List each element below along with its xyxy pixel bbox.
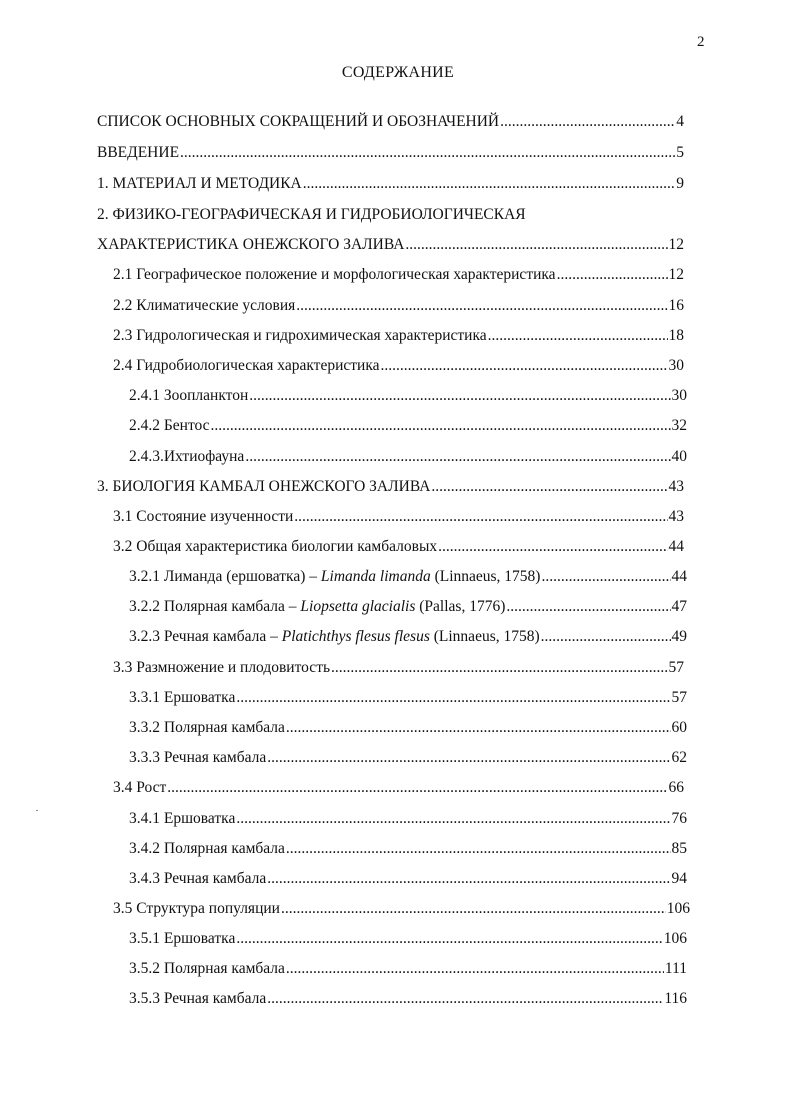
toc-entry-page: 30 bbox=[668, 357, 684, 374]
species-author: (Pallas, 1776) bbox=[415, 598, 506, 615]
toc-entry-title bbox=[129, 567, 540, 587]
toc-entry[interactable] bbox=[97, 235, 684, 255]
toc-entry-title-text: 3.2.3 Речная камбала – bbox=[129, 628, 282, 645]
toc-entry-title: 3.5.1 Ершоватка bbox=[129, 930, 236, 947]
toc-entry[interactable] bbox=[113, 296, 684, 316]
toc-entry-title: 3.3 Размножение и плодовитость bbox=[113, 659, 331, 676]
toc-entry[interactable] bbox=[129, 447, 687, 467]
toc-entry-title: 1. МАТЕРИАЛ И МЕТОДИКА bbox=[97, 175, 302, 192]
dot-leader bbox=[500, 112, 675, 132]
toc-entry-page: 66 bbox=[668, 779, 684, 796]
toc-entry-title bbox=[129, 627, 540, 647]
toc-entry-page: 44 bbox=[668, 538, 684, 555]
toc-entry-title-text: 3.2.1 Лиманда (ершоватка) – bbox=[129, 568, 321, 585]
toc-entry-page: 111 bbox=[664, 960, 687, 977]
toc-entry[interactable] bbox=[113, 778, 684, 798]
dot-leader bbox=[267, 748, 670, 768]
species-name: Limanda limanda bbox=[320, 568, 431, 585]
toc-entry-title: 3.1 Состояние изученности bbox=[113, 508, 294, 525]
dot-leader bbox=[431, 477, 667, 497]
toc-entry[interactable] bbox=[113, 658, 684, 678]
toc-entry[interactable] bbox=[97, 477, 684, 497]
toc-entry[interactable] bbox=[97, 112, 684, 132]
toc-entry[interactable] bbox=[129, 869, 687, 889]
toc-entry-title bbox=[129, 597, 505, 617]
toc-entry[interactable] bbox=[97, 143, 684, 163]
toc-entry-page: 47 bbox=[671, 598, 687, 615]
toc-entry[interactable] bbox=[129, 809, 687, 829]
dot-leader bbox=[405, 235, 667, 255]
species-name: Platichthys flesus flesus bbox=[281, 628, 430, 645]
toc-entry-title: ВВЕДЕНИЕ bbox=[97, 144, 180, 161]
toc-title: СОДЕРЖАНИЕ bbox=[341, 64, 455, 81]
toc-entry-page: 43 bbox=[668, 508, 684, 525]
toc-entry-page: 62 bbox=[671, 749, 687, 766]
toc-entry[interactable] bbox=[129, 567, 687, 587]
toc-entry-title: 2.4.1 Зоопланктон bbox=[129, 387, 249, 404]
toc-entry[interactable] bbox=[113, 899, 690, 919]
dot-leader bbox=[381, 356, 668, 376]
toc-entry-page: 49 bbox=[671, 628, 687, 645]
toc-entry[interactable] bbox=[129, 929, 687, 949]
toc-entry[interactable] bbox=[97, 174, 684, 194]
toc-entry-page: 44 bbox=[671, 568, 687, 585]
toc-entry-title: 2.3 Гидрологическая и гидрохимическая характеристика bbox=[113, 327, 487, 344]
dot-leader bbox=[506, 597, 670, 617]
dot-leader bbox=[167, 778, 667, 798]
toc-entry-page: 5 bbox=[676, 144, 684, 161]
toc-entry-page: 76 bbox=[671, 810, 687, 827]
toc-entry[interactable] bbox=[129, 597, 687, 617]
toc-entry-title: 3.4.3 Речная камбала bbox=[129, 870, 267, 887]
toc-entry[interactable] bbox=[129, 959, 687, 979]
toc-entry[interactable] bbox=[113, 507, 684, 527]
toc-entry-page: 94 bbox=[671, 870, 687, 887]
dot-leader bbox=[236, 688, 670, 708]
toc-entry-page: 9 bbox=[676, 175, 684, 192]
dot-leader bbox=[488, 326, 668, 346]
page-number: 2 bbox=[697, 34, 705, 50]
toc-entry-title: 3.4.2 Полярная камбала bbox=[129, 840, 285, 857]
toc-entry-page: 16 bbox=[668, 297, 684, 314]
toc-entry[interactable] bbox=[129, 627, 687, 647]
dot-leader bbox=[236, 929, 662, 949]
scan-speck bbox=[36, 810, 38, 811]
toc-entry[interactable] bbox=[129, 688, 687, 708]
toc-entry-page: 32 bbox=[671, 417, 687, 434]
toc-entry[interactable] bbox=[129, 748, 687, 768]
toc-entry-page: 116 bbox=[664, 990, 687, 1007]
dot-leader bbox=[286, 959, 664, 979]
toc-entry-title: 3.3.3 Речная камбала bbox=[129, 749, 267, 766]
dot-leader bbox=[286, 718, 671, 738]
toc-entry[interactable] bbox=[129, 416, 687, 436]
dot-leader bbox=[541, 627, 671, 647]
toc-entry[interactable] bbox=[129, 839, 687, 859]
toc-entry[interactable] bbox=[129, 718, 687, 738]
toc-entry-title: 2.2 Климатические условия bbox=[113, 297, 296, 314]
toc-entry-page: 4 bbox=[676, 113, 684, 130]
toc-entry-title: ХАРАКТЕРИСТИКА ОНЕЖСКОГО ЗАЛИВА bbox=[97, 236, 405, 253]
toc-entry-title: 2.4.2 Бентос bbox=[129, 417, 210, 434]
dot-leader bbox=[180, 143, 675, 163]
toc-entry-page: 106 bbox=[663, 930, 687, 947]
toc-entry-page: 43 bbox=[668, 478, 684, 495]
dot-leader bbox=[438, 537, 667, 557]
dot-leader bbox=[541, 567, 670, 587]
dot-leader bbox=[267, 989, 663, 1009]
toc-entry-title: 2.4.3.Ихтиофауна bbox=[129, 448, 245, 465]
toc-entry-page: 106 bbox=[666, 900, 690, 917]
toc-entry-page: 57 bbox=[671, 689, 687, 706]
species-author: (Linnaeus, 1758) bbox=[430, 568, 541, 585]
toc-entry[interactable] bbox=[113, 537, 684, 557]
toc-entry-title: 3.5.2 Полярная камбала bbox=[129, 960, 285, 977]
toc-entry-title: СПИСОК ОСНОВНЫХ СОКРАЩЕНИЙ И ОБОЗНАЧЕНИЙ bbox=[97, 113, 500, 130]
dot-leader bbox=[236, 809, 670, 829]
toc-entry-title: 3.3.2 Полярная камбала bbox=[129, 719, 285, 736]
toc-entry-title-text: 3.2.2 Полярная камбала – bbox=[129, 598, 301, 615]
dot-leader bbox=[267, 869, 670, 889]
toc-entry-title: 2.1 Географическое положение и морфологическая характеристика bbox=[113, 266, 556, 283]
dot-leader bbox=[303, 174, 676, 194]
toc-entry-page: 30 bbox=[671, 387, 687, 404]
toc-entry[interactable] bbox=[129, 386, 687, 406]
toc-entry-title-line1[interactable]: 2. ФИЗИКО-ГЕОГРАФИЧЕСКАЯ И ГИДРОБИОЛОГИЧЕСКАЯ bbox=[97, 206, 526, 223]
species-author: (Linnaeus, 1758) bbox=[429, 628, 540, 645]
species-name: Liopsetta glacialis bbox=[300, 598, 416, 615]
toc-entry-title: 3.4 Рост bbox=[113, 779, 167, 796]
dot-leader bbox=[331, 658, 667, 678]
toc-entry[interactable] bbox=[113, 356, 684, 376]
dot-leader bbox=[296, 296, 667, 316]
toc-entry[interactable] bbox=[129, 989, 687, 1009]
toc-entry-page: 18 bbox=[668, 327, 684, 344]
toc-entry-title: 3.3.1 Ершоватка bbox=[129, 689, 236, 706]
dot-leader bbox=[286, 839, 671, 859]
dot-leader bbox=[557, 265, 668, 285]
toc-entry[interactable] bbox=[113, 265, 684, 285]
dot-leader bbox=[245, 447, 670, 467]
toc-entry-title: 3. БИОЛОГИЯ КАМБАЛ ОНЕЖСКОГО ЗАЛИВА bbox=[97, 478, 431, 495]
toc-entry-page: 57 bbox=[668, 659, 684, 676]
toc-entry-page: 12 bbox=[668, 266, 684, 283]
toc-entry-page: 60 bbox=[671, 719, 687, 736]
toc-entry-title: 3.2 Общая характеристика биологии камбаловых bbox=[113, 538, 438, 555]
dot-leader bbox=[249, 386, 670, 406]
toc-entry-title: 3.4.1 Ершоватка bbox=[129, 810, 236, 827]
toc-entry-title: 2.4 Гидробиологическая характеристика bbox=[113, 357, 380, 374]
dot-leader bbox=[294, 507, 667, 527]
toc-entry-page: 12 bbox=[668, 236, 684, 253]
toc-entry-page: 40 bbox=[671, 448, 687, 465]
dot-leader bbox=[211, 416, 671, 436]
dot-leader bbox=[281, 899, 666, 919]
toc-entry-page: 85 bbox=[671, 840, 687, 857]
toc-entry-title: 3.5 Структура популяции bbox=[113, 900, 280, 917]
toc-entry-title: 3.5.3 Речная камбала bbox=[129, 990, 267, 1007]
toc-entry[interactable] bbox=[113, 326, 684, 346]
